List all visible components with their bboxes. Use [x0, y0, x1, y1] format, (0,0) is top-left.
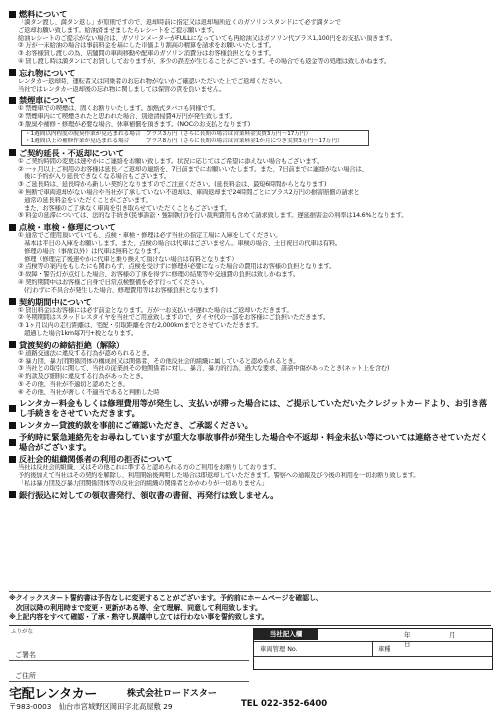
section-line: 基本は平日の入庫をお願いします。また、点検の場合は代車はございません。車検の場合、土日祝日の代車は有料。: [18, 239, 342, 247]
terms-section: [9, 340, 492, 397]
section-line: ⑤ 料金の延滞については、法的な手続き(民事訴訟・強制執行)を行い裁判費用も含めて請求致します。遅延損害金の利率は14.6%となります。: [18, 212, 408, 220]
section-body: [9, 78, 492, 94]
square-bullet-icon: [9, 149, 16, 156]
section-body: [9, 464, 492, 487]
section-title: 銀行振込に対しての領収書発行、領収書の書留、再発行は致しません。: [19, 489, 279, 500]
section-line: ② 冬期期間はスタッドレスタイヤを当社でご用意致しますので、タイヤ代の一部をお客様にご負担いただきます。: [18, 314, 330, 322]
divider: [254, 641, 492, 642]
terms-section: [9, 222, 492, 294]
square-bullet-icon: [9, 456, 16, 463]
square-bullet-icon: [9, 11, 16, 18]
section-line: 当社は反社会的組織、又はその他これに準ずると認められる方のご利用をお断りしております。: [18, 464, 280, 472]
terms-section: [9, 398, 492, 418]
section-heading: [9, 148, 492, 158]
section-line: ② 万が一未給油の場合は事前料金を基にした市価より割高の精算を請求をお願いいたします。: [18, 42, 275, 50]
section-line: ④ 約款及び細則に違反する行為があったとき。: [18, 373, 147, 381]
section-heading: [9, 9, 492, 19]
square-bullet-icon: [9, 97, 16, 104]
section-line: 修理（修理完了後速やかに代車と乗り換えて頂けない場合は有料となります）: [18, 255, 238, 263]
section-line: ④ 契約期間中はお客様ご自身で日常点検整備を必ず行ってください。: [18, 278, 209, 286]
section-line: ① 道路交通法に違反する行為が認められるとき。: [18, 349, 154, 357]
section-heading: [9, 297, 492, 307]
section-line: ご返却お願い致します。給油済ませましたらレシートをご提示願います。: [18, 26, 219, 34]
postal-address: 〒983-0003 仙台市宮城野区岡田字北高屋敷 29: [9, 702, 173, 711]
terms-section: [9, 95, 492, 145]
section-title: レンタカー貸渡約款を事前にご確認いただき、ご承認ください。: [19, 420, 253, 431]
section-line: 「満タン渡し、満タン返し」が原則ですので、返却時前に指定又は返却場所近くのガソリンスタンドにて必ず満タンで: [18, 19, 341, 26]
square-bullet-icon: [9, 341, 16, 348]
fee-note-line: ・1週間以内程度の脱臭作業が見込まれる場合 プラス3万円（さらに長期の場合は営業料金実費3万円～17万円）: [25, 130, 312, 137]
section-heading: [9, 490, 492, 500]
section-line: 超過した場合1km毎7円+税となります。: [18, 329, 138, 337]
section-line: (行わずに不具合が発生した場合、修理費用等はお客様負担となります): [18, 286, 218, 294]
divider: [9, 591, 491, 592]
section-line: ④ 無断で車両返却がない場合や当社が了承していない不返却は、車両返却まで24時間ごとにプラス2万円の損害賠償の請求と: [18, 188, 360, 196]
terms-sections: [9, 9, 492, 502]
section-body: [9, 232, 492, 294]
section-title: 貸渡契約の締結拒絶（解除）: [19, 339, 125, 350]
square-bullet-icon: [9, 422, 16, 429]
address-line[interactable]: [9, 681, 249, 682]
signature-line[interactable]: [9, 660, 249, 661]
square-bullet-icon: [9, 491, 16, 498]
section-line: 「私は暴力団及び暴力団関係団体等の反社会的組織の関係者とかかわりが一切ありません」: [18, 480, 268, 488]
section-line: ③ お客様貸し渡しの為、店舗間の車両移動や配車のガソリン消費分はお客様負担となります。: [18, 50, 275, 58]
section-line: ③ ご延長時は、延長時から新しい契約となりますのでご注意ください。(延長料金は、最短6時間からとなります): [18, 181, 327, 189]
section-heading: [9, 222, 492, 232]
terms-section: [9, 148, 492, 220]
section-line: ① 禁煙車での喫煙は、固くお断りいたします。加熱式タバコも同様です。: [18, 105, 220, 113]
section-body: [9, 158, 492, 220]
section-heading: [9, 340, 492, 350]
section-heading: [9, 420, 492, 430]
section-line: ② 禁煙車内にて喫煙されたと思われた場合、別途清掃費4万円が発生致します。: [18, 113, 236, 121]
section-line: ⑥ その他、当社が著しく不適当であると判断した時: [18, 388, 160, 396]
section-heading: [9, 95, 492, 105]
section-line: ② 点検等の案内をもしたにも関わらず、点検を受けずに修理が必要になった場合の費用はお客様の負担となります。: [18, 263, 336, 271]
office-use-box: [253, 628, 493, 670]
brand-name: 宅配レンタカー: [9, 687, 98, 702]
vehicle-management-no-label: 車両管理 No.: [260, 646, 298, 653]
terms-section: [9, 432, 492, 452]
section-line: 後に予約が入り延長できなくなる場合もございます。: [18, 173, 170, 181]
square-bullet-icon: [9, 224, 16, 231]
section-line: ② 一ヶ月以上ご利用のお客様は延長／ご返却の連絡を、7日前までにお願いいたします。また、7日前までに連絡がない場合は、: [18, 165, 368, 173]
signature-form: [9, 625, 494, 683]
section-title: ご契約延長・不返却について: [19, 147, 124, 158]
square-bullet-icon: [9, 69, 16, 76]
signature-label: ご署名: [15, 651, 36, 659]
notice-line: ※上記内容をすべて確認・了承・熟守し異議申し立ては行わない事を誓約致します。: [9, 613, 269, 622]
section-title: 予約時に緊急連絡先をお尋ねしていますが重大な事故事件が発生した場合や不返却・料金未払い等については連絡させていただく場合がございます。: [19, 432, 488, 453]
section-line: ③ 1ヶ月以内の走行距離は、宅配・引取距離を含む2,000kmまでとさせていただきます。: [18, 322, 263, 330]
divider: [372, 641, 373, 656]
terms-section: [9, 9, 492, 66]
section-body: [9, 19, 492, 66]
section-line: 給油レシートのご提示がない場合は、ガソリンメーターがFULLになっていても再給油又はガソリン代プラス1,100円をお支払い頂きます。: [18, 34, 396, 42]
section-line: ④ 貸し渡し時は満タンにてお貸ししておりますが、多少の誤差が生じることがございます。その場合でも返金等の処理は致しかねます。: [18, 57, 391, 65]
terms-section: [9, 454, 492, 487]
divider: [254, 656, 492, 657]
section-body: [9, 350, 492, 397]
section-heading: [9, 454, 492, 464]
square-bullet-icon: [9, 298, 16, 305]
terms-section: [9, 490, 492, 500]
notice-line: 次回以降の利用時まで変更・更新がある等、全て理解、同意して利用致します。: [9, 603, 262, 612]
section-heading: [9, 68, 492, 78]
section-line: ③ 故障・警告灯が点灯した場合、お客様の了承を得ずに修理の結果等や交通費の負担は致しかねます。: [18, 271, 300, 279]
section-title: 反社会的組織関係者の利用の拒否について: [19, 454, 173, 465]
vehicle-type-label: 車種: [378, 646, 391, 653]
section-line: また、お客様のご了承なく車両を引き取らせていただくこともございます。: [18, 204, 231, 212]
square-bullet-icon: [9, 405, 16, 412]
date-field: 年 月 日: [404, 631, 494, 648]
fee-note-line: ・1週間以上の補修作業が見込まれる場合 プラス8万円（さらに長期の場合は営業料金1か月につき実費3万円～17万円）: [25, 137, 343, 144]
section-title: レンタカー料金もしくは修理費用等が発生し、支払いが滞った場合には、ご提示していただいたクレジットカードより、お引き落し手続きをさせていただきます。: [19, 398, 488, 419]
section-line: ② 暴力団、暴力団関係団体の構成員又は関係者、その他反社会的組織に属していると認められるとき。: [18, 357, 300, 365]
section-title: 点検・車検・修理について: [19, 222, 116, 233]
section-body: [9, 105, 492, 128]
section-heading: [9, 432, 492, 452]
section-line: ③ 脱臭や補修・修理が必要な場合、休車補償を頂きます。(NOCのお支払となります): [18, 120, 251, 128]
fee-note-box: [21, 130, 369, 146]
notice-line: ※クイックスタート誓約書は予告なしに変更することがございます。予約前にホームページを確認し、: [9, 594, 323, 602]
section-line: 当社ではレンタカー返却後の忘れ物に関しましては保管の責を負いません。: [18, 85, 226, 93]
section-line: ① ご契約時間の変更は速やかにご連絡をお願い致します。状況に応じてはご希望に添えない場合もございます。: [18, 157, 323, 165]
company-name: 株式会社ロードスター: [127, 689, 217, 699]
section-title: 契約期間中について: [19, 296, 92, 307]
office-use-header: 当社記入欄: [254, 629, 318, 640]
section-body: [9, 307, 492, 338]
terms-section: [9, 420, 492, 430]
square-bullet-icon: [9, 439, 16, 446]
section-line: ① 貸出料金はお客様には必ず前金となります。万が一お支払いが遅れた場合はご返却いただきます。: [18, 306, 293, 314]
furigana-label: ふりがな: [11, 629, 34, 635]
section-title: 燃料について: [19, 9, 68, 19]
terms-section: [9, 297, 492, 338]
address-label: ご住所: [15, 672, 36, 680]
section-line: ③ 当社との取引に関して、当社の従業員その他関係者に対し、暴言、暴力的行為、過大な要求、誹謗中傷があったとき(ネット上を含む): [18, 365, 390, 373]
terms-section: [9, 68, 492, 94]
section-line: 通常の延長料金をいただくことがございます。: [18, 196, 152, 204]
pledge-notice: [9, 594, 492, 623]
section-title: 禁煙車について: [19, 95, 76, 106]
section-line: ⑤ その他、当社が不適切と認めたとき。: [18, 380, 129, 388]
section-line: 修理の場合（事故以外）は代車は無料となります。: [18, 247, 164, 255]
section-line: 予約後加えて当社はその契約を解除し、利用開始後判明した場合は即返却していただきます。警察への通報及び今後の利用を一切お断り致します。: [18, 472, 420, 480]
section-line: ① 通常でご使用頂いていても、点検・車検・修理は必ず当社の指定工場に入庫をしてください。: [18, 232, 282, 240]
section-line: レンタカー返却時、運転者又は同乗者のお忘れ物がないかご確認いただいた上でご返却ください。: [18, 77, 286, 85]
section-heading: [9, 398, 492, 418]
phone-number: TEL 022-352-6400: [241, 699, 328, 709]
section-title: 忘れ物について: [19, 67, 76, 78]
